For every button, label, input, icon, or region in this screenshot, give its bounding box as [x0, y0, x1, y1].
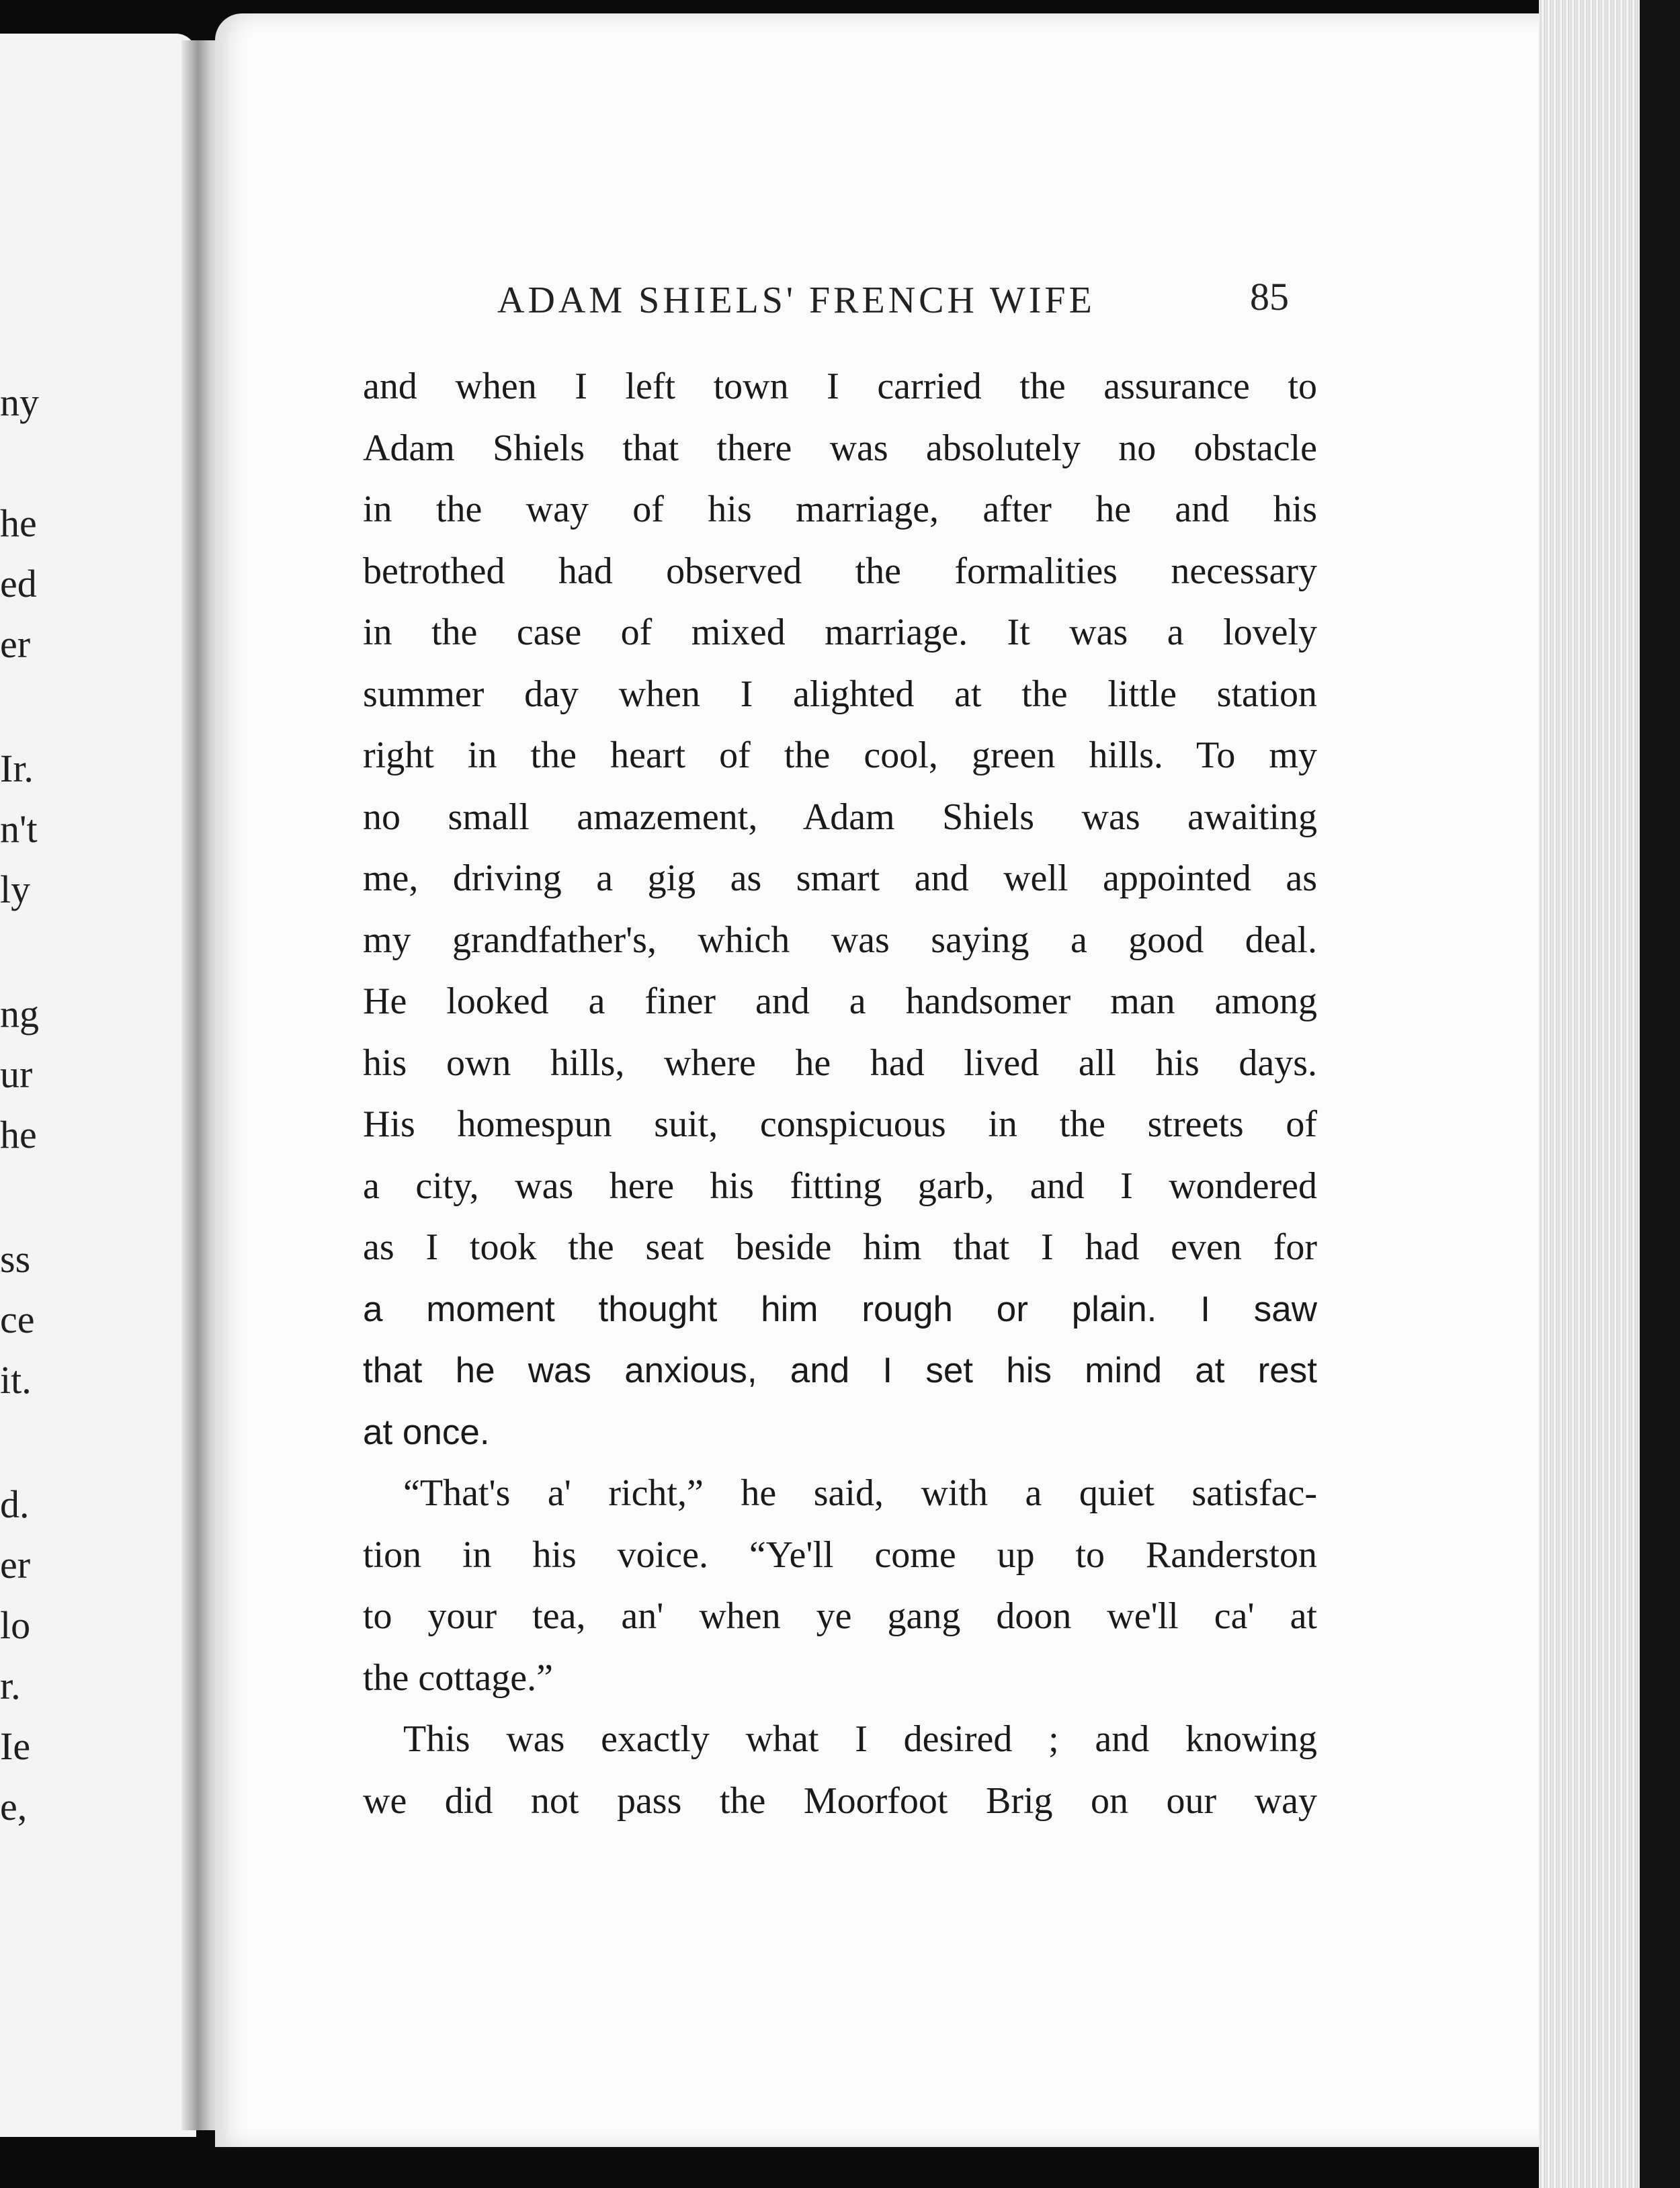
text-line: a city, was here his fitting garb, and I wondered: [363, 1165, 1317, 1207]
text-line: summer day when I alighted at the little station: [363, 673, 1317, 715]
text-line: we did not pass the Moorfoot Brig on our way: [363, 1779, 1317, 1822]
previous-page-fragment: ss: [0, 1237, 31, 1281]
previous-page-fragment: d.: [0, 1482, 30, 1526]
text-line: He looked a finer and a handsomer man among: [363, 980, 1317, 1022]
text-line: betrothed had observed the formalities necessary: [363, 550, 1317, 592]
text-line: no small amazement, Adam Shiels was awaiting: [363, 796, 1317, 838]
previous-page-fragment: er: [0, 1543, 31, 1587]
previous-page-fragment: lo: [0, 1603, 31, 1647]
text-line: and when I left town I carried the assurance to: [363, 366, 1317, 407]
previous-page-fragment: he: [0, 1113, 37, 1156]
text-line: tion in his voice. “Ye'll come up to Randerston: [363, 1533, 1317, 1576]
text-line: in the way of his marriage, after he and his: [363, 489, 1317, 530]
previous-page-fragment: ly: [0, 868, 31, 911]
text-line: to your tea, an' when ye gang doon we'll ca' at: [363, 1595, 1317, 1637]
previous-page-fragment: ur: [0, 1052, 33, 1096]
text-line: “That's a' richt,” he said, with a quiet satisfac-: [403, 1472, 1317, 1514]
page-number: 85: [1250, 275, 1289, 319]
text-line: his own hills, where he had lived all his days.: [363, 1042, 1317, 1084]
body-text: [363, 356, 1317, 1832]
previous-page-fragment: it.: [0, 1358, 32, 1402]
text-line: my grandfather's, which was saying a good deal.: [363, 919, 1317, 961]
text-line: in the case of mixed marriage. It was a lovely: [363, 612, 1317, 653]
previous-page: [0, 34, 196, 2137]
previous-page-fragment: ce: [0, 1298, 35, 1341]
text-line: a moment thought him rough or plain. I saw: [363, 1289, 1317, 1329]
text-line: as I took the seat beside him that I had even for: [363, 1226, 1317, 1268]
text-line: at once.: [363, 1412, 490, 1452]
text-line: that he was anxious, and I set his mind at rest: [363, 1351, 1317, 1390]
text-line: me, driving a gig as smart and well appointed as: [363, 857, 1317, 899]
text-line: Adam Shiels that there was absolutely no obstacle: [363, 427, 1317, 469]
previous-page-fragment: r.: [0, 1664, 21, 1708]
previous-page-fragment: Ie: [0, 1724, 31, 1768]
previous-page-fragment: er: [0, 622, 31, 666]
text-line: His homespun suit, conspicuous in the streets of: [363, 1103, 1317, 1145]
text-line: right in the heart of the cool, green hills. To my: [363, 734, 1317, 776]
previous-page-fragment: Ir.: [0, 747, 34, 790]
previous-page-fragment: ed: [0, 562, 37, 605]
previous-page-fragment: e,: [0, 1785, 28, 1828]
text-line: This was exactly what I desired ; and knowing: [403, 1718, 1317, 1760]
running-head: ADAM SHIELS' FRENCH WIFE: [497, 280, 1095, 321]
page-edges-shadow: [1640, 0, 1680, 2188]
previous-page-fragment: ny: [0, 380, 39, 424]
previous-page-fragment: ng: [0, 992, 39, 1036]
text-line: the cottage.”: [363, 1656, 553, 1699]
previous-page-fragment: he: [0, 501, 37, 545]
previous-page-fragment: n't: [0, 807, 38, 851]
